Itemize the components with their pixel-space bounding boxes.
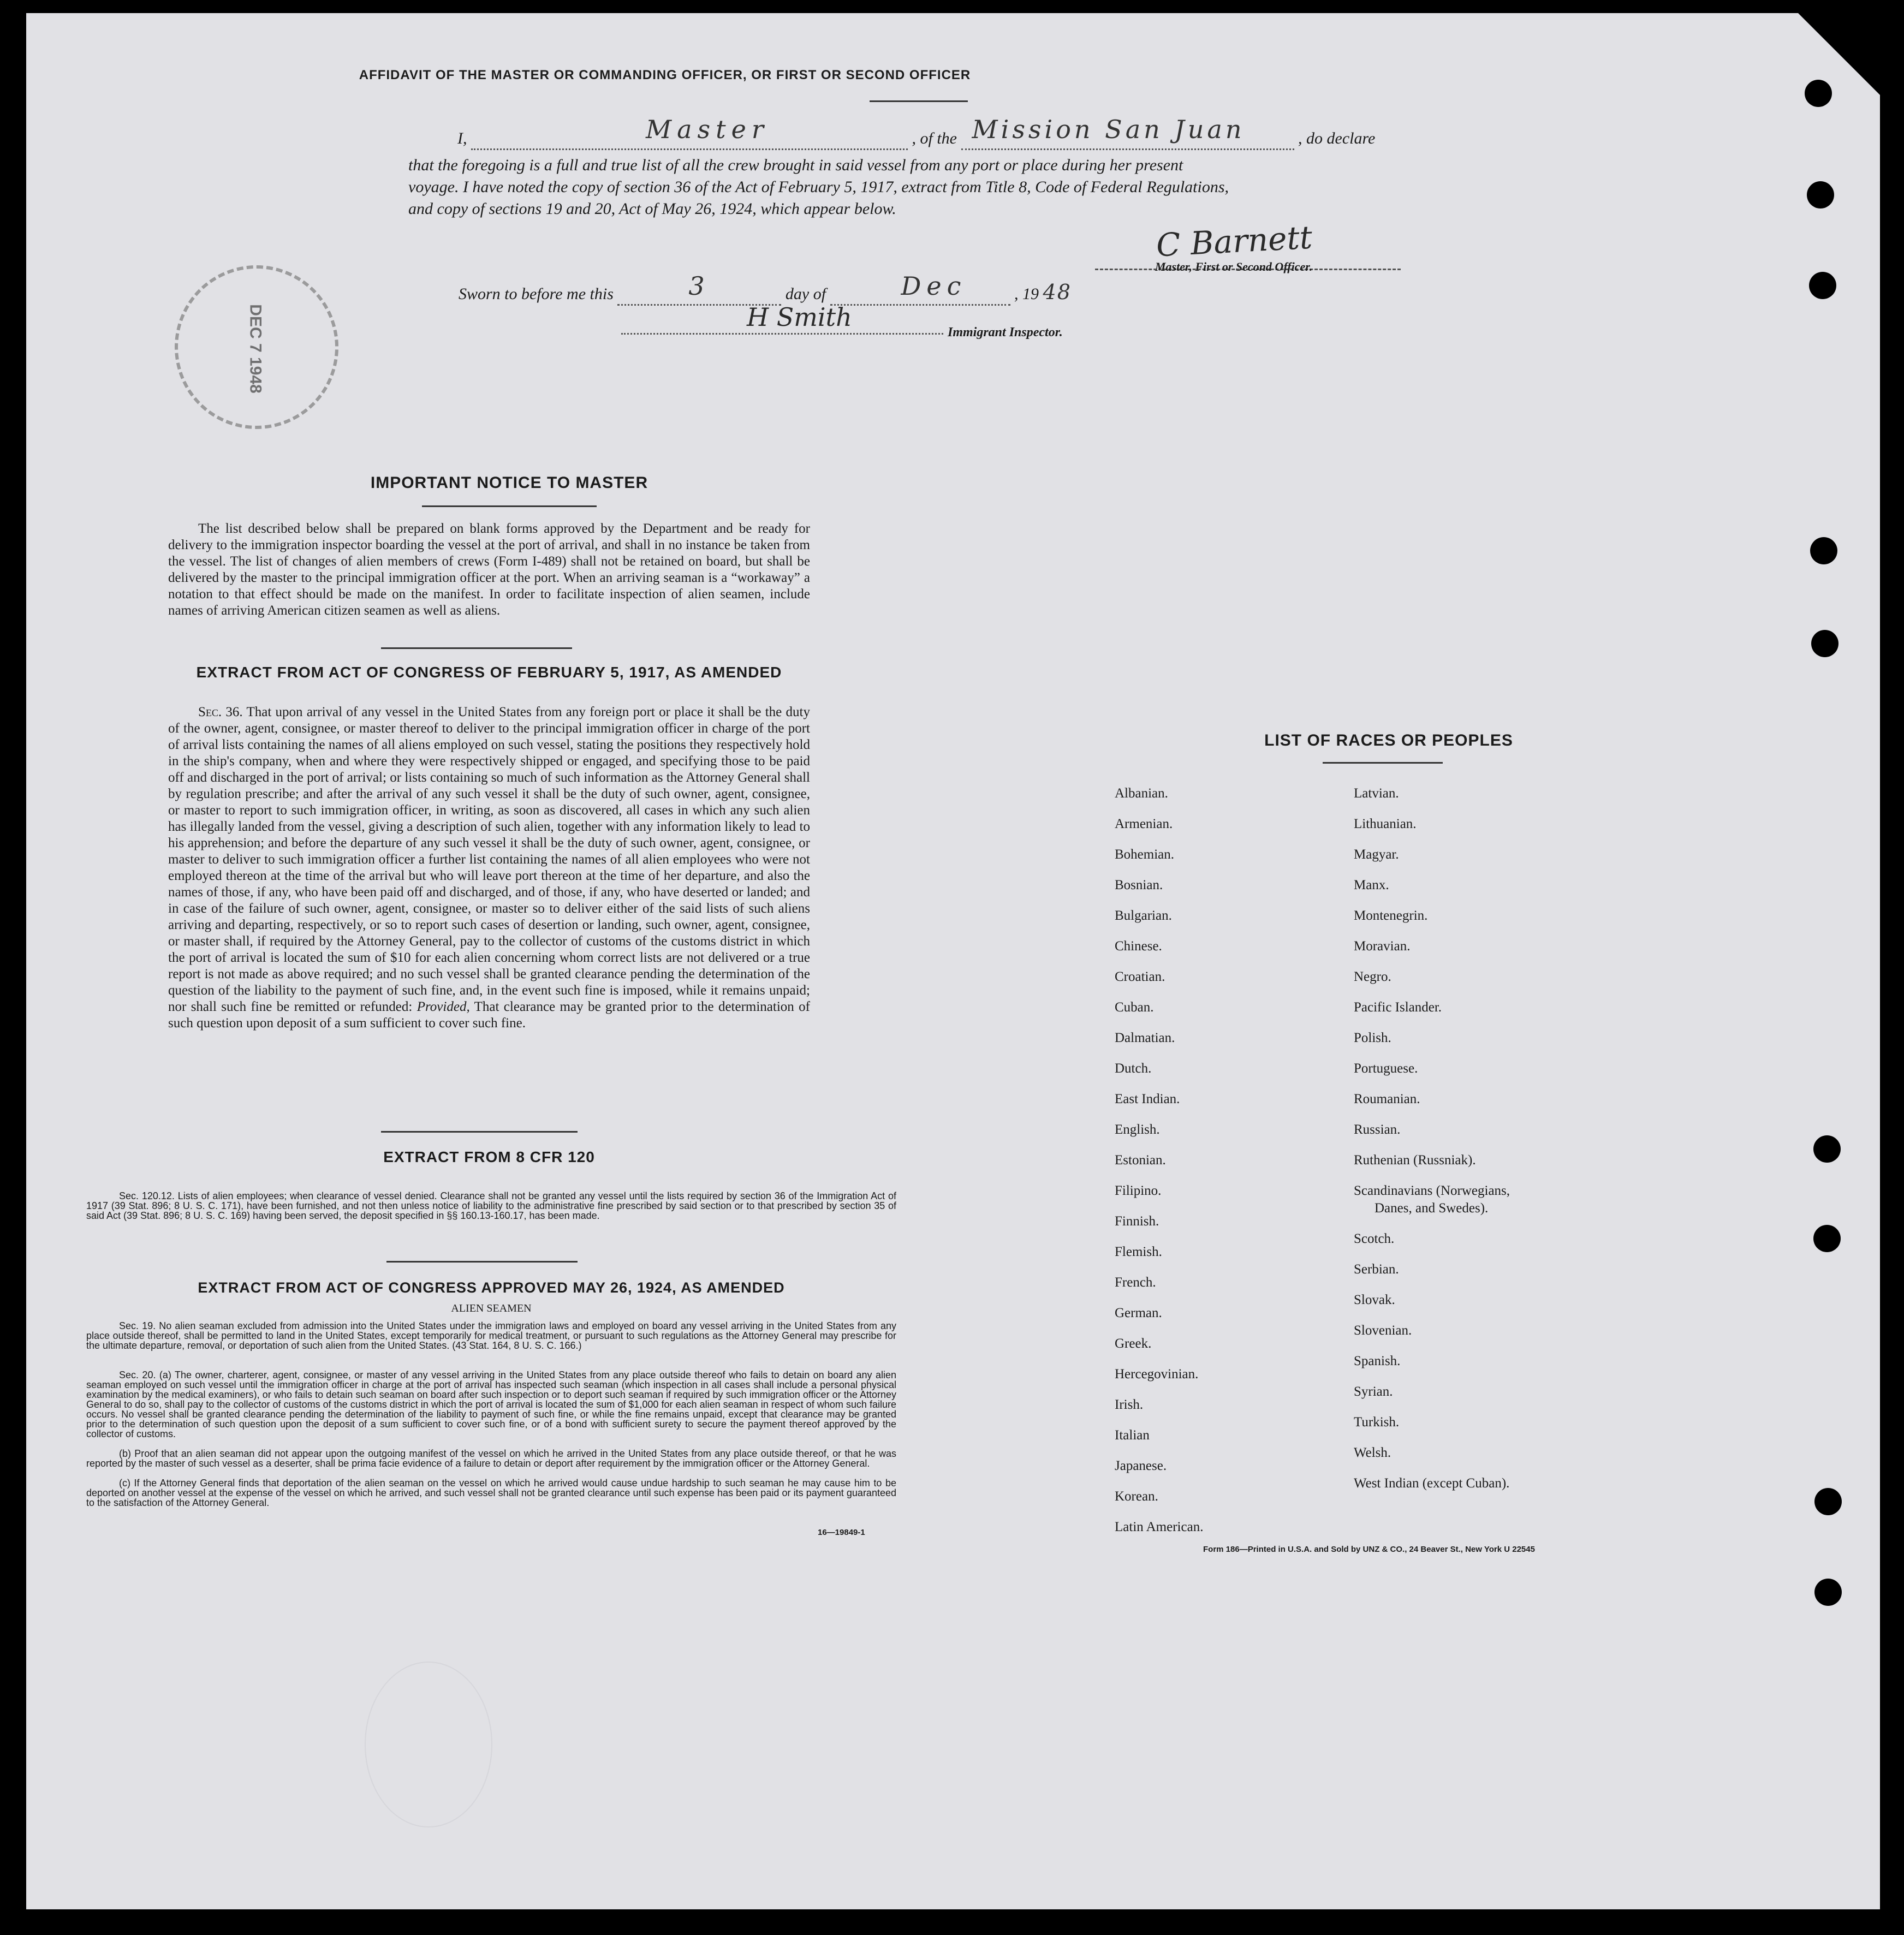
race-item: Polish.	[1354, 1031, 1391, 1045]
race-item: Slovak.	[1354, 1293, 1395, 1307]
race-item: Ruthenian (Russniak).	[1354, 1153, 1476, 1168]
race-item: Slovenian.	[1354, 1323, 1412, 1338]
declaration-line-1: that the foregoing is a full and true list of all the crew brought in said vessel from any port or place during her present	[408, 156, 1183, 174]
binder-hole	[1813, 1225, 1841, 1252]
race-item: East Indian.	[1115, 1092, 1180, 1106]
race-item: Armenian.	[1115, 817, 1173, 831]
race-item: Magyar.	[1354, 847, 1399, 862]
race-item: Portuguese.	[1354, 1061, 1418, 1076]
i-label: I,	[457, 129, 467, 147]
stamp-date: DEC 7 1948	[246, 304, 265, 394]
race-item: Dutch.	[1115, 1061, 1152, 1076]
sec36-text: That upon arrival of any vessel in the United States from any foreign port or place it shall be the duty of the owner, agent, consignee, or master thereof to deliver to the principal immigration officer in charge of the port of arrival lists containing the names of all aliens employed on such vessel, stating the positions they respectively hold in the ship's company, when and where they were respectively shipped or engaged, and specifying those to be paid off and discharged in the port of arrival; or lists containing so much of such information as the Attorney General shall by regulation prescribe; and after the arrival of any such vessel it shall be the duty of such owner, agent, consignee, or master to report to such immigration officer, in writing, as soon as discovered, all cases in which any such alien has illegally landed from the vessel, giving a description of such alien, together with any information likely to lead to his apprehension; and before the departure of any such vessel it shall be the duty of such owner, agent, consignee, or master to deliver to such immigration officer a further list containing the names of all alien employees who were not employed thereon at the time of the arrival but who will leave port thereon at the time of her departure, and also the names of those, if any, who have been paid off and discharged, and of those, if any, who have deserted or landed; and in case of the failure of such owner, agent, consignee, or master so to deliver either of the said lists of such aliens arriving and departing, respectively, or so to report such cases of desertion or landing, such owner, agent, consignee, or master shall, if required by the Attorney General, pay to the collector of customs of the customs district in which the port of arrival is located the sum of $10 for each alien concerning whom correct lists are not delivered or a true report is not made as above required; and no such vessel shall be granted clearance pending the determination of the question of the liability to the payment of such fine, and, in the event such fine is imposed, while it remains unpaid; nor shall such fine be remitted or refunded:	[168, 705, 810, 1014]
binder-hole	[1807, 181, 1834, 209]
race-item: Montenegrin.	[1354, 908, 1428, 923]
inspection-stamp	[175, 265, 338, 429]
of-the-label: , of the	[912, 129, 957, 147]
race-item: Roumanian.	[1354, 1092, 1420, 1106]
sec20b-text: (b) Proof that an alien seaman did not appear upon the outgoing manifest of the vessel on which he arrived in the United States from any place outside thereof, or that he was reported by the master of such vessel as a deserter, shall be prima facie evidence of a failure to detain or deport after requirement by the immigration officer or the Attorney General.	[86, 1448, 896, 1469]
month-value: Dec	[901, 271, 967, 301]
binder-hole	[1813, 1135, 1841, 1163]
cfr-body: Sec. 120.12. Lists of alien employees; when clearance of vessel denied. Clearance shall not be granted any vessel until the lists required by section 36 of the Immigration Act of 1917 (39 Stat. 896; 8 U. S. C. 171), have been furnished, and not then unless notice of liability to the administrative fine prescribed by said section or to that prescribed by section 35 of said Act (39 Stat. 896; 8 U. S. C. 169) having been served, the deposit specified in §§ 160.13-160.17, has been made.	[86, 1190, 896, 1221]
sec36-end: That clearance may be granted prior to the determination of such question upon deposit of a sum sufficient to cover such fine.	[168, 999, 810, 1031]
extract1917-body	[168, 704, 810, 1032]
do-declare-label: , do declare	[1298, 129, 1376, 147]
race-item: Latvian.	[1354, 786, 1399, 801]
binder-hole	[1805, 80, 1832, 107]
signature-value: C Barnett	[1155, 218, 1313, 264]
month-field[interactable]	[830, 271, 1010, 306]
notice-divider	[381, 647, 572, 649]
race-item: Korean.	[1115, 1489, 1158, 1504]
race-item: West Indian (except Cuban).	[1354, 1476, 1510, 1491]
name-value: Master	[646, 115, 769, 144]
race-item: Serbian.	[1354, 1262, 1399, 1277]
inspector-caption: Immigrant Inspector.	[948, 325, 1063, 340]
race-item: Pacific Islander.	[1354, 1000, 1442, 1015]
form-code: 16—19849-1	[818, 1528, 865, 1537]
race-item: Estonian.	[1115, 1153, 1166, 1168]
binder-hole	[1809, 272, 1836, 299]
affidavit-title: AFFIDAVIT OF THE MASTER OR COMMANDING OFFICER, OR FIRST OR SECOND OFFICER	[359, 68, 971, 82]
vessel-field[interactable]	[961, 115, 1294, 150]
race-item: Lithuanian.	[1354, 817, 1417, 831]
race-item: Moravian.	[1354, 939, 1411, 954]
race-item: Scotch.	[1354, 1231, 1395, 1246]
binder-hole	[1814, 1579, 1842, 1606]
extract1917-divider	[381, 1131, 578, 1133]
declaration-line-2: voyage. I have noted the copy of section 36 of the Act of February 5, 1917, extract from Title 8, Code of Federal Regulations,	[408, 178, 1229, 196]
race-item: Welsh.	[1354, 1445, 1391, 1460]
race-item: Latin American.	[1115, 1520, 1204, 1534]
race-item: Bosnian.	[1115, 878, 1163, 892]
title-rule	[870, 100, 968, 102]
race-item: German.	[1115, 1306, 1162, 1320]
race-item: Turkish.	[1354, 1415, 1400, 1430]
year-prefix: , 19	[1014, 285, 1039, 303]
race-item: Manx.	[1354, 878, 1389, 892]
race-item: Bulgarian.	[1115, 908, 1172, 923]
sec36-label: Sec. 36.	[198, 705, 243, 719]
race-item: Croatian.	[1115, 969, 1165, 984]
day-value: 3	[688, 271, 710, 301]
cfr-title: EXTRACT FROM 8 CFR 120	[383, 1148, 595, 1165]
race-item: Cuban.	[1115, 1000, 1154, 1015]
extract1924-title: EXTRACT FROM ACT OF CONGRESS APPROVED MAY 26, 1924, AS AMENDED	[198, 1279, 785, 1296]
race-item: Flemish.	[1115, 1245, 1162, 1259]
notice-title: IMPORTANT NOTICE TO MASTER	[370, 474, 648, 492]
race-item: Bohemian.	[1115, 847, 1175, 862]
race-item: Negro.	[1354, 969, 1391, 984]
sec19-text: Sec. 19. No alien seaman excluded from admission into the United States under the immigration laws and employed on board any vessel arriving in the United States from any place outside thereof, shall be permitted to land in the United States, except temporarily for medical treatment, or pursuant to such regulations as the Attorney General may prescribe for the ultimate departure, removal, or deportation of such alien from the United States. (43 Stat. 164, 8 U. S. C. 166.)	[86, 1320, 896, 1351]
race-item: Spanish.	[1354, 1354, 1401, 1368]
race-item: Scandinavians (Norwegians,	[1354, 1183, 1510, 1198]
declaration-line-3: and copy of sections 19 and 20, Act of May 26, 1924, which appear below.	[408, 200, 896, 218]
race-item: Albanian.	[1115, 786, 1168, 801]
races-rule	[1323, 762, 1443, 764]
binder-hole	[1814, 1488, 1842, 1515]
race-item: Dalmatian.	[1115, 1031, 1175, 1045]
provided-label: Provided,	[416, 999, 470, 1014]
races-title: LIST OF RACES OR PEOPLES	[1264, 731, 1513, 749]
race-item: Syrian.	[1354, 1384, 1393, 1399]
sec20a-text: Sec. 20. (a) The owner, charterer, agent, consignee, or master of any vessel arriving in the United States from any place outside thereof who fails to detain on board any alien seaman employed on such vessel until the immigration officer in charge at the port of arrival has inspected such seaman (which inspection in all cases shall include a personal physical examination by the medical examiners), or who fails to detain such seaman on board after such inspection or to deport such seaman if required by such immigration officer or the Attorney General to do so, shall pay to the collector of customs of the customs district in which the port of arrival is located the sum of $1,000 for each alien seaman in respect of whom such failure occurs. No vessel shall be granted clearance pending the determination of the liability to payment of such fine, or while the fine remains unpaid, except that clearance may be granted prior to the determination of such question upon the deposit of a sum sufficient to cover such fine, or of a bond with sufficient surety to secure the payment thereof approved by the collector of customs.	[86, 1370, 896, 1439]
race-item: Finnish.	[1115, 1214, 1159, 1229]
race-item: Russian.	[1354, 1122, 1401, 1137]
race-item: Filipino.	[1115, 1183, 1162, 1198]
binder-hole	[1810, 537, 1837, 564]
race-item: Greek.	[1115, 1336, 1152, 1351]
name-field[interactable]	[471, 115, 908, 150]
faded-stamp	[365, 1662, 492, 1827]
extract1917-title: EXTRACT FROM ACT OF CONGRESS OF FEBRUARY 5, 1917, AS AMENDED	[196, 664, 782, 681]
form-footer: Form 186—Printed in U.S.A. and Sold by UNZ & CO., 24 Beaver St., New York U 22545	[1203, 1545, 1535, 1554]
extract1924-subtitle: ALIEN SEAMEN	[451, 1302, 532, 1314]
declaration-line	[457, 115, 1473, 150]
day-of-label: day of	[785, 285, 826, 303]
race-item: English.	[1115, 1122, 1160, 1137]
year-value: 48	[1043, 280, 1072, 304]
vessel-value: Mission San Juan	[972, 115, 1245, 144]
race-item: Hercegovinian.	[1115, 1367, 1199, 1382]
binder-hole	[1811, 630, 1838, 657]
race-item: French.	[1115, 1275, 1156, 1290]
notice-rule	[422, 505, 597, 507]
cfr-divider	[386, 1261, 578, 1263]
signature-caption: Master, First or Second Officer.	[1155, 260, 1313, 273]
race-item: Irish.	[1115, 1397, 1144, 1412]
document-page	[26, 13, 1880, 1909]
race-item: Chinese.	[1115, 939, 1162, 954]
sworn-label: Sworn to before me this	[459, 285, 614, 303]
notice-body: The list described below shall be prepared on blank forms approved by the Department and be ready for delivery to the immigration inspector boarding the vessel at the port of arrival, and shall in no instance be taken from the vessel. The list of changes of alien members of crews (Form I-489) shall not be retained on board, but shall be delivered by the master to the principal immigration officer at the port. When an arriving seaman is a “workaway” a notation to that effect should be made on the manifest. In order to facilitate inspection of alien seamen, include names of arriving American citizen seamen as well as aliens.	[168, 521, 810, 618]
race-item: Italian	[1115, 1428, 1150, 1443]
race-item: Danes, and Swedes).	[1375, 1201, 1489, 1216]
inspector-value: H Smith	[747, 302, 852, 332]
sec20c-text: (c) If the Attorney General finds that deportation of the alien seaman on the vessel on which he arrived would cause undue hardship to such seaman he may cause him to be deported on another vessel at the expense of the vessel on which he arrived, and such vessel shall not be granted clearance until such expense has been paid or its payment guaranteed to the satisfaction of the Attorney General.	[86, 1478, 896, 1508]
race-item: Japanese.	[1115, 1458, 1167, 1473]
